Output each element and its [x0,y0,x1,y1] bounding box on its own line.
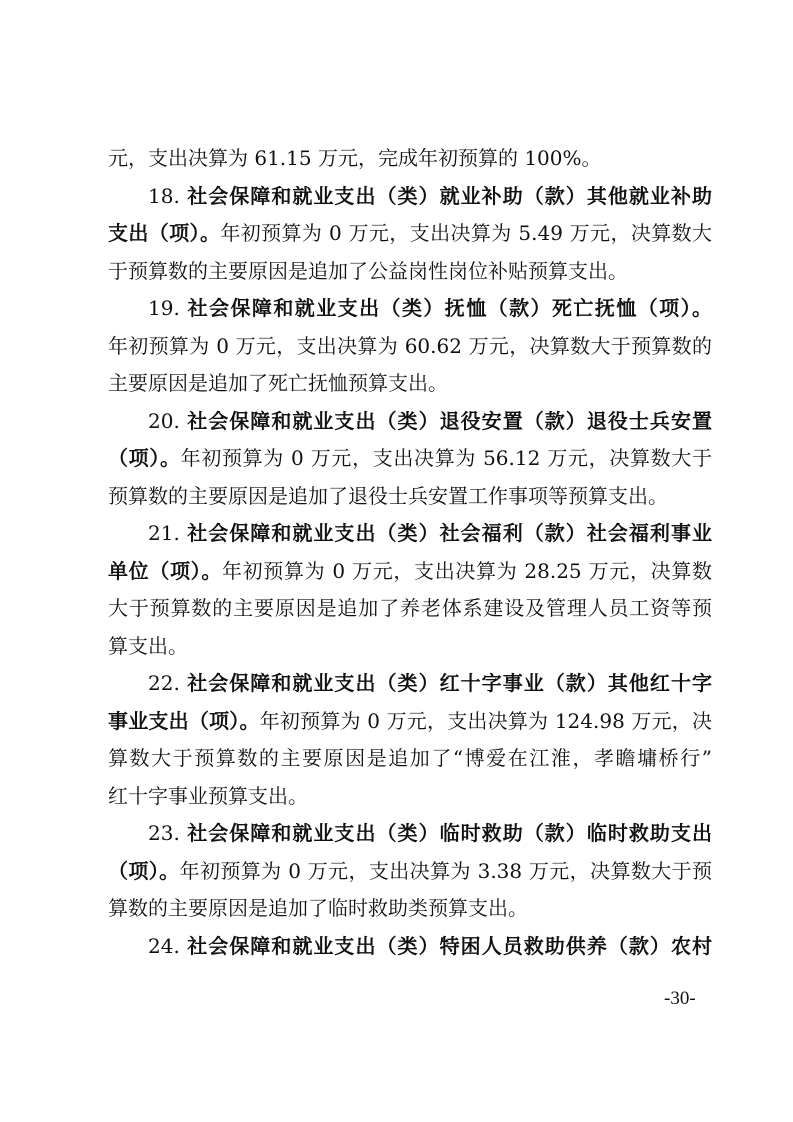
body-text: 24. [148,933,188,958]
text-line [108,515,712,553]
text-line [108,740,712,778]
body-text: 于预算数的主要原因是追加了公益岗性岗位补贴预算支出。 [108,258,628,283]
bold-heading-text: （项）。 [108,446,181,470]
text-line [108,778,712,816]
text-line [108,628,712,666]
body-text: 18. [148,183,188,208]
bold-heading-text: 社会保障和就业支出（类）退役安置（款）退役士兵安置 [187,408,712,433]
paragraph [108,515,712,665]
document-body [108,140,712,965]
text-line [108,815,712,853]
body-text: 元，支出决算为 61.15 万元，完成年初预算的 100%。 [108,146,602,170]
bold-heading-text: 社会保障和就业支出（类）就业补助（款）其他就业补助 [187,183,712,208]
bold-heading-text: 社会保障和就业支出（类）红十字事业（款）其他红十字 [187,671,712,695]
paragraph [108,290,712,403]
body-text: 年初预算为 0 万元，支出决算为 28.25 万元，决算数 [221,558,712,583]
body-text: 预算数的主要原因是追加了退役士兵安置工作事项等预算支出。 [108,483,668,508]
text-line [108,478,712,516]
text-line [108,215,712,253]
text-line [108,178,712,216]
text-line [108,365,712,403]
body-text: 23. [148,821,188,845]
body-text: 算数大于预算数的主要原因是追加了“博爱在江淮，孝瞻墉桥行” [108,746,712,770]
paragraph [108,815,712,928]
text-line [108,853,712,891]
body-text: 年初预算为 0 万元，支出决算为 5.49 万元，决算数大 [220,221,713,245]
body-text: 红十字事业预算支出。 [108,783,308,808]
body-text: 年初预算为 0 万元，支出决算为 60.62 万元，决算数大于预算数的 [108,333,712,358]
paragraph [108,140,712,178]
text-line [108,328,712,366]
text-line [108,890,712,928]
body-text: 算数的主要原因是追加了临时救助类预算支出。 [108,896,528,920]
text-line [108,440,712,478]
body-text: 年初预算为 0 万元，支出决算为 56.12 万元，决算数大于 [180,446,712,470]
body-text: 年初预算为 0 万元，支出决算为 124.98 万元，决 [259,708,713,733]
text-line [108,403,712,441]
bold-heading-text: 社会保障和就业支出（类）社会福利（款）社会福利事业 [187,521,712,545]
paragraph [108,928,712,966]
bold-heading-text: （项）。 [108,858,180,883]
bold-heading-text: 事业支出（项）。 [108,708,260,733]
body-text: 主要原因是追加了死亡抚恤预算支出。 [108,371,448,395]
bold-heading-text: 社会保障和就业支出（类）临时救助（款）临时救助支出 [187,821,712,845]
text-line [108,290,712,328]
body-text: 19. [148,296,188,320]
text-line [108,703,712,741]
text-line [108,665,712,703]
bold-heading-text: 社会保障和就业支出（类）特困人员救助供养（款）农村 [187,933,712,958]
body-text: 大于预算数的主要原因是追加了养老体系建设及管理人员工资等预 [108,596,712,620]
bold-heading-text: 单位（项）。 [108,558,222,583]
paragraph [108,178,712,291]
bold-heading-text: 社会保障和就业支出（类）抚恤（款）死亡抚恤（项）。 [187,296,713,320]
body-text: 22. [148,671,188,695]
text-line [108,140,712,178]
text-line [108,590,712,628]
body-text: 20. [148,408,188,433]
paragraph [108,403,712,516]
text-line [108,253,712,291]
page-number: -30- [664,988,696,1009]
bold-heading-text: 支出（项）。 [108,221,221,245]
text-line [108,928,712,966]
text-line [108,553,712,591]
body-text: 21. [148,521,188,545]
paragraph [108,665,712,815]
body-text: 算支出。 [108,633,188,658]
body-text: 年初预算为 0 万元，支出决算为 3.38 万元，决算数大于预 [179,858,712,883]
